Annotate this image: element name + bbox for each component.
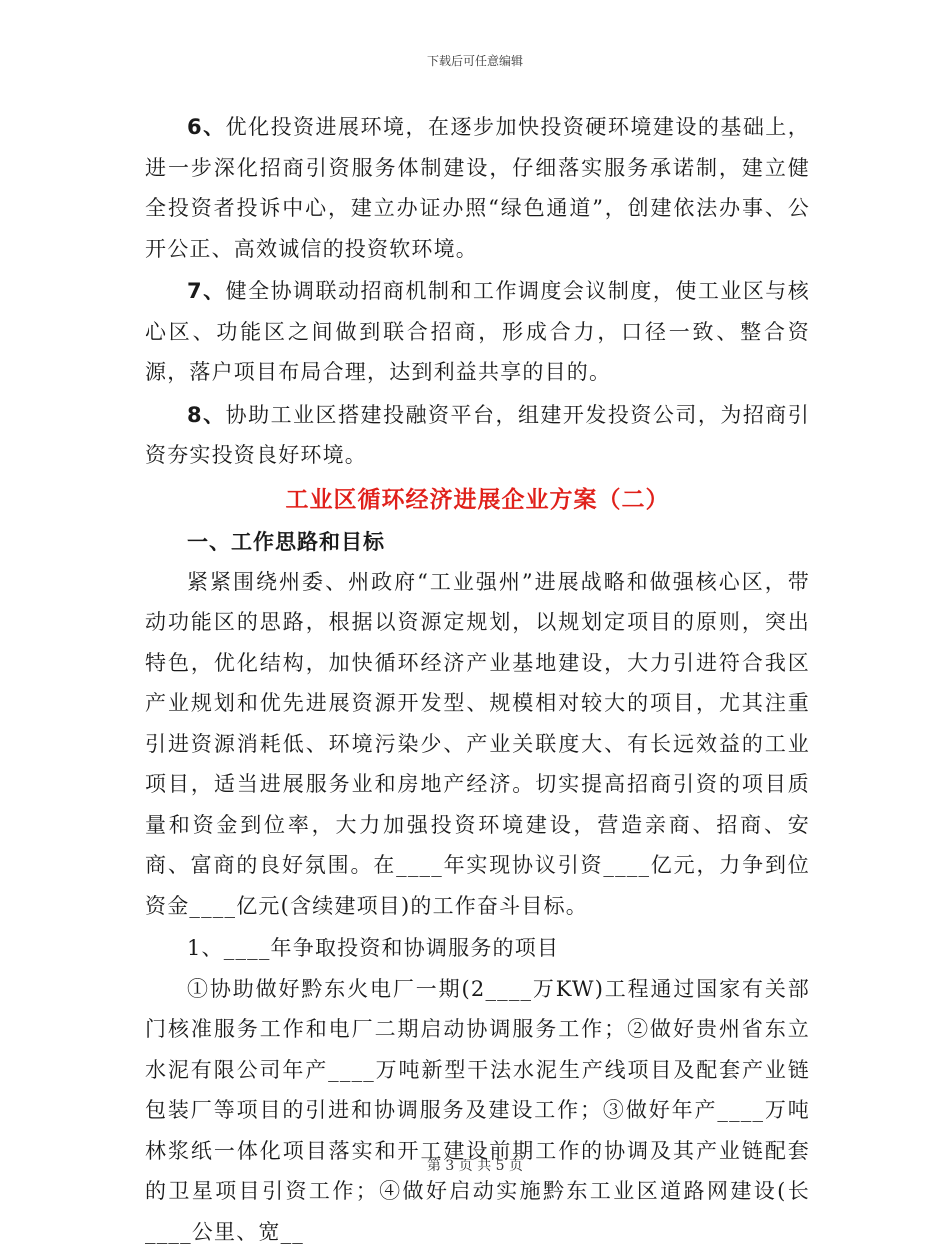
page-footer-number: 第 3 页 共 5 页 bbox=[0, 1155, 950, 1175]
list-item-7 bbox=[145, 271, 810, 393]
section-title: 工业区循环经济进展企业方案（二） bbox=[145, 480, 810, 520]
page-header-note: 下载后可任意编辑 bbox=[0, 52, 950, 69]
list-item-text: 健全协调联动招商机制和工作调度会议制度，使工业区与核心区、功能区之间做到联合招商，形成合力，口径一致、整合资源，落户项目布局合理，达到利益共享的目的。 bbox=[145, 279, 810, 384]
subsection-title: 一、工作思路和目标 bbox=[145, 522, 810, 562]
list-item-1: 1、____年争取投资和协调服务的项目 bbox=[145, 928, 810, 969]
list-item-8 bbox=[145, 395, 810, 476]
list-item-6 bbox=[145, 107, 810, 269]
document-body bbox=[145, 105, 810, 1252]
list-number: 8、 bbox=[187, 403, 226, 427]
list-item-1-detail: ①协助做好黔东火电厂一期(2____万KW)工程通过国家有关部门核准服务工作和电厂二期启动协调服务工作；②做好贵州省东立水泥有限公司年产____万吨新型干法水泥生产线项目及配套产业链包装厂等项目的引进和协调服务及建设工作；③做好年产____万吨林浆纸一体化项目落实和开工建设前期工作的协调及其产业链配套的卫星项目引资工作；④做好启动实施黔东工业区道路网建设(长____公里、宽__ bbox=[145, 969, 810, 1252]
body-paragraph: 紧紧围绕州委、州政府“工业强州”进展战略和做强核心区，带动功能区的思路，根据以资源定规划，以规划定项目的原则，突出特色，优化结构，加快循环经济产业基地建设，大力引进符合我区产业规划和优先进展资源开发型、规模相对较大的项目，尤其注重引进资源消耗低、环境污染少、产业关联度大、有长远效益的工业项目，适当进展服务业和房地产经济。切实提高招商引资的项目质量和资金到位率，大力加强投资环境建设，营造亲商、招商、安商、富商的良好氛围。在____年实现协议引资____亿元，力争到位资金____亿元(含续建项目)的工作奋斗目标。 bbox=[145, 562, 810, 927]
list-item-text: 协助工业区搭建投融资平台，组建开发投资公司，为招商引资夯实投资良好环境。 bbox=[145, 403, 810, 468]
list-number: 7、 bbox=[187, 279, 226, 303]
list-number: 6、 bbox=[187, 115, 226, 139]
list-item-text: 优化投资进展环境，在逐步加快投资硬环境建设的基础上，进一步深化招商引资服务体制建设，仔细落实服务承诺制，建立健全投资者投诉中心，建立办证办照“绿色通道”，创建依法办事、公开公正、高效诚信的投资软环境。 bbox=[145, 115, 810, 261]
